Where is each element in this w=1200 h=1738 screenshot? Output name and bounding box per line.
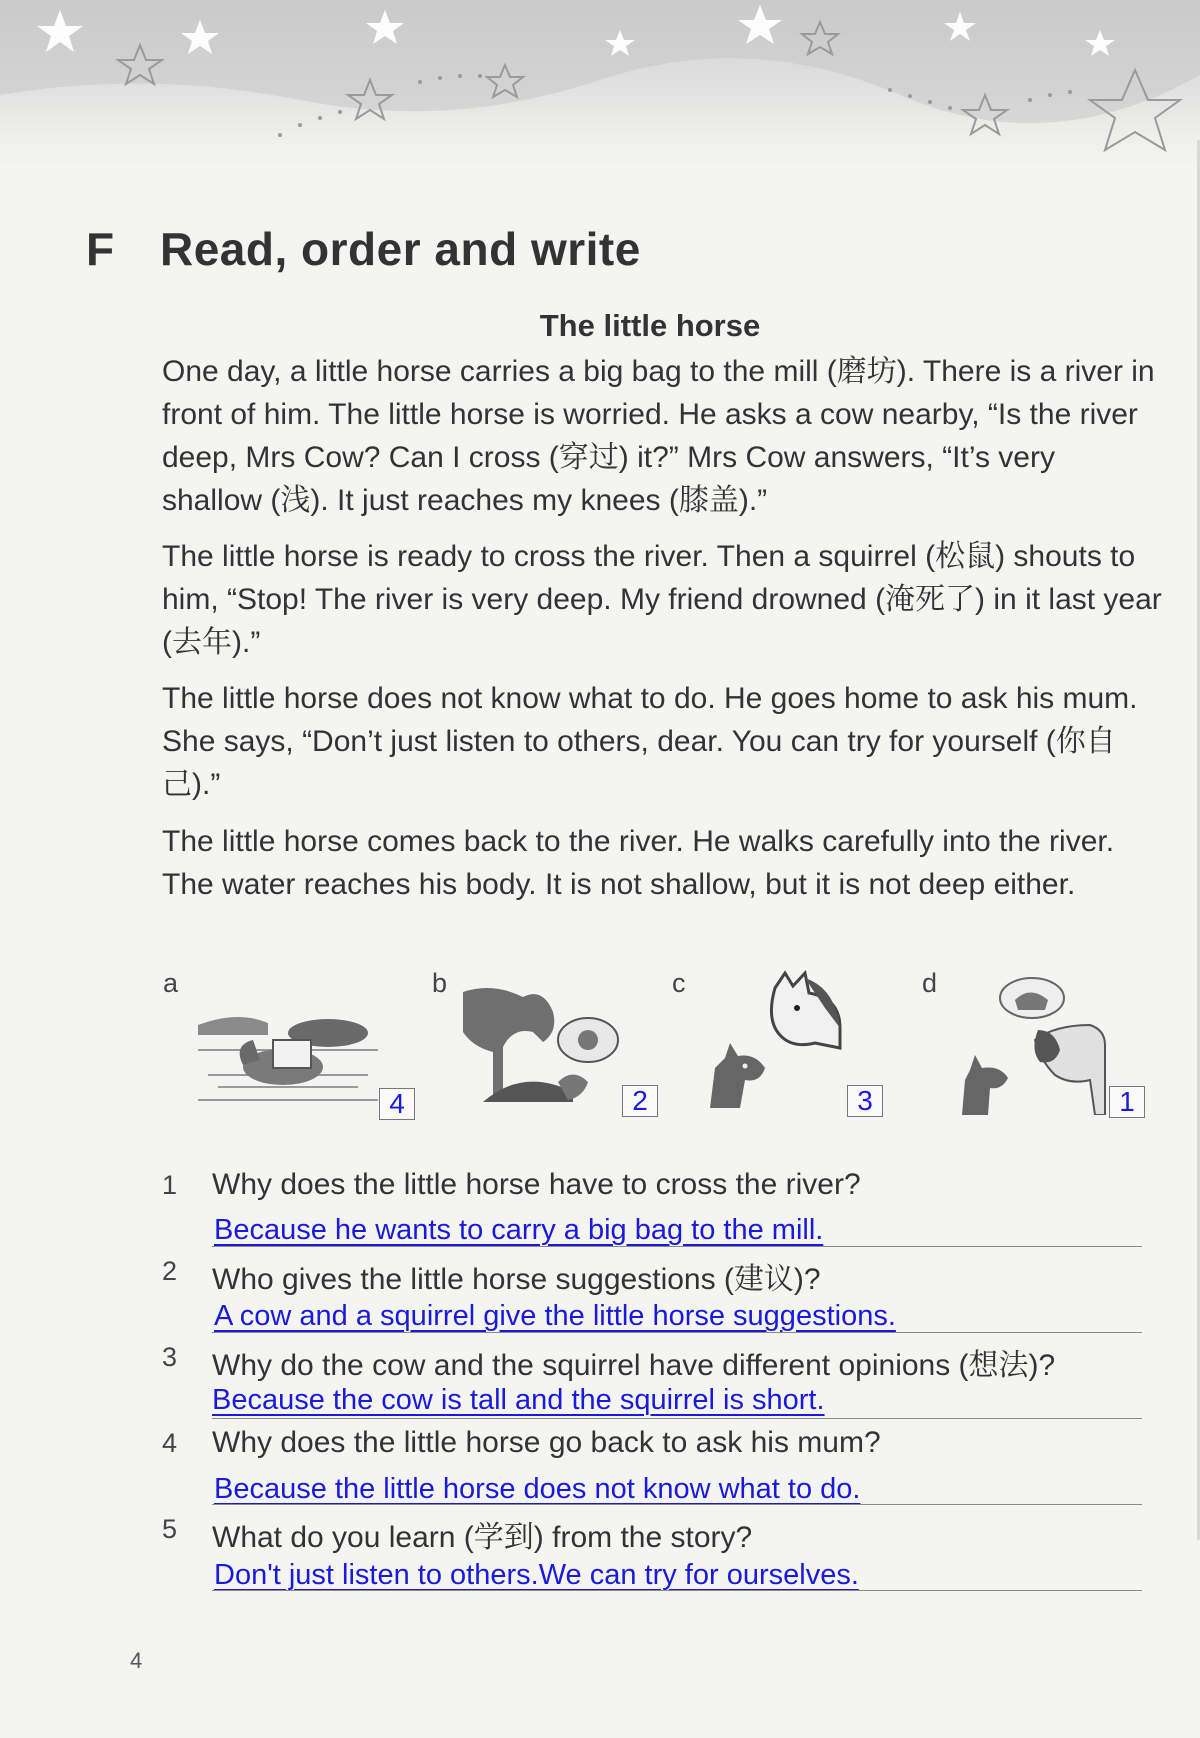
horse-and-mother-picture-icon: [705, 968, 845, 1113]
horse-crossing-river-picture-icon: [198, 1005, 378, 1115]
question-text: What do you learn (学到) from the story?: [212, 1521, 753, 1554]
story-paragraph-1: One day, a little horse carries a big bag to the mill (磨坊). There is a river in front of him. The little horse is worried. He asks a cow nearby, “Is the river deep, Mrs Cow? Can I cross (穿过) it?” Mrs Cow answers, “It’s very shallow (浅). It just reaches my knees (膝盖).”: [162, 355, 1155, 517]
stars-decoration-icon: [0, 0, 1200, 170]
question-number: 2: [162, 1256, 178, 1286]
picture-order-box-b[interactable]: 2: [622, 1085, 658, 1117]
horse-and-cow-picture-icon: [960, 970, 1110, 1115]
picture-letter-c: c: [672, 968, 686, 998]
section-letter: F: [86, 223, 115, 275]
question-text: Who gives the little horse suggestions (建议)?: [212, 1263, 821, 1296]
answer-text[interactable]: Because the cow is tall and the squirrel is short.: [212, 1384, 825, 1416]
question-text: Why does the little horse go back to ask his mum?: [212, 1426, 881, 1459]
story-paragraph-2: The little horse is ready to cross the river. Then a squirrel (松鼠) shouts to him, “Stop! The river is very deep. My friend drowned (淹死了) in it last year (去年).”: [162, 540, 1162, 659]
header-stars-band: [0, 0, 1200, 170]
answer-line: [212, 1418, 1142, 1419]
answer-line: [212, 1590, 1142, 1591]
picture-letter-d: d: [922, 968, 938, 998]
question-number: 3: [162, 1342, 178, 1372]
story-paragraph-4: The little horse comes back to the river. He walks carefully into the river. The water reaches his body. It is not shallow, but it is not deep either.: [162, 825, 1115, 901]
answer-line: [212, 1246, 1142, 1247]
picture-order-box-a[interactable]: 4: [379, 1088, 415, 1120]
page-number: 4: [130, 1648, 143, 1673]
answer-text[interactable]: Because he wants to carry a big bag to the mill.: [214, 1214, 824, 1246]
section-title: Read, order and write: [160, 223, 641, 275]
question-number: 5: [162, 1514, 178, 1544]
picture-letter-b: b: [432, 968, 448, 998]
horse-and-squirrel-picture-icon: [463, 972, 623, 1112]
answer-line: [212, 1504, 1142, 1505]
picture-order-box-c[interactable]: 3: [847, 1085, 883, 1117]
question-number: 4: [162, 1428, 178, 1458]
question-number: 1: [162, 1170, 178, 1200]
answer-text[interactable]: A cow and a squirrel give the little horse suggestions.: [214, 1300, 896, 1332]
picture-letter-a: a: [163, 968, 179, 998]
question-text: Why do the cow and the squirrel have different opinions (想法)?: [212, 1349, 1056, 1382]
question-text: Why does the little horse have to cross the river?: [212, 1168, 861, 1201]
answer-text[interactable]: Don't just listen to others.We can try for ourselves.: [214, 1559, 859, 1591]
story-paragraph-3: The little horse does not know what to do. He goes home to ask his mum. She says, “Don’t just listen to others, dear. You can try for yourself (你自己).”: [162, 682, 1138, 801]
picture-order-box-d[interactable]: 1: [1109, 1086, 1145, 1118]
story-title: The little horse: [539, 308, 761, 343]
answer-line: [212, 1332, 1142, 1333]
answer-text[interactable]: Because the little horse does not know what to do.: [214, 1473, 861, 1505]
